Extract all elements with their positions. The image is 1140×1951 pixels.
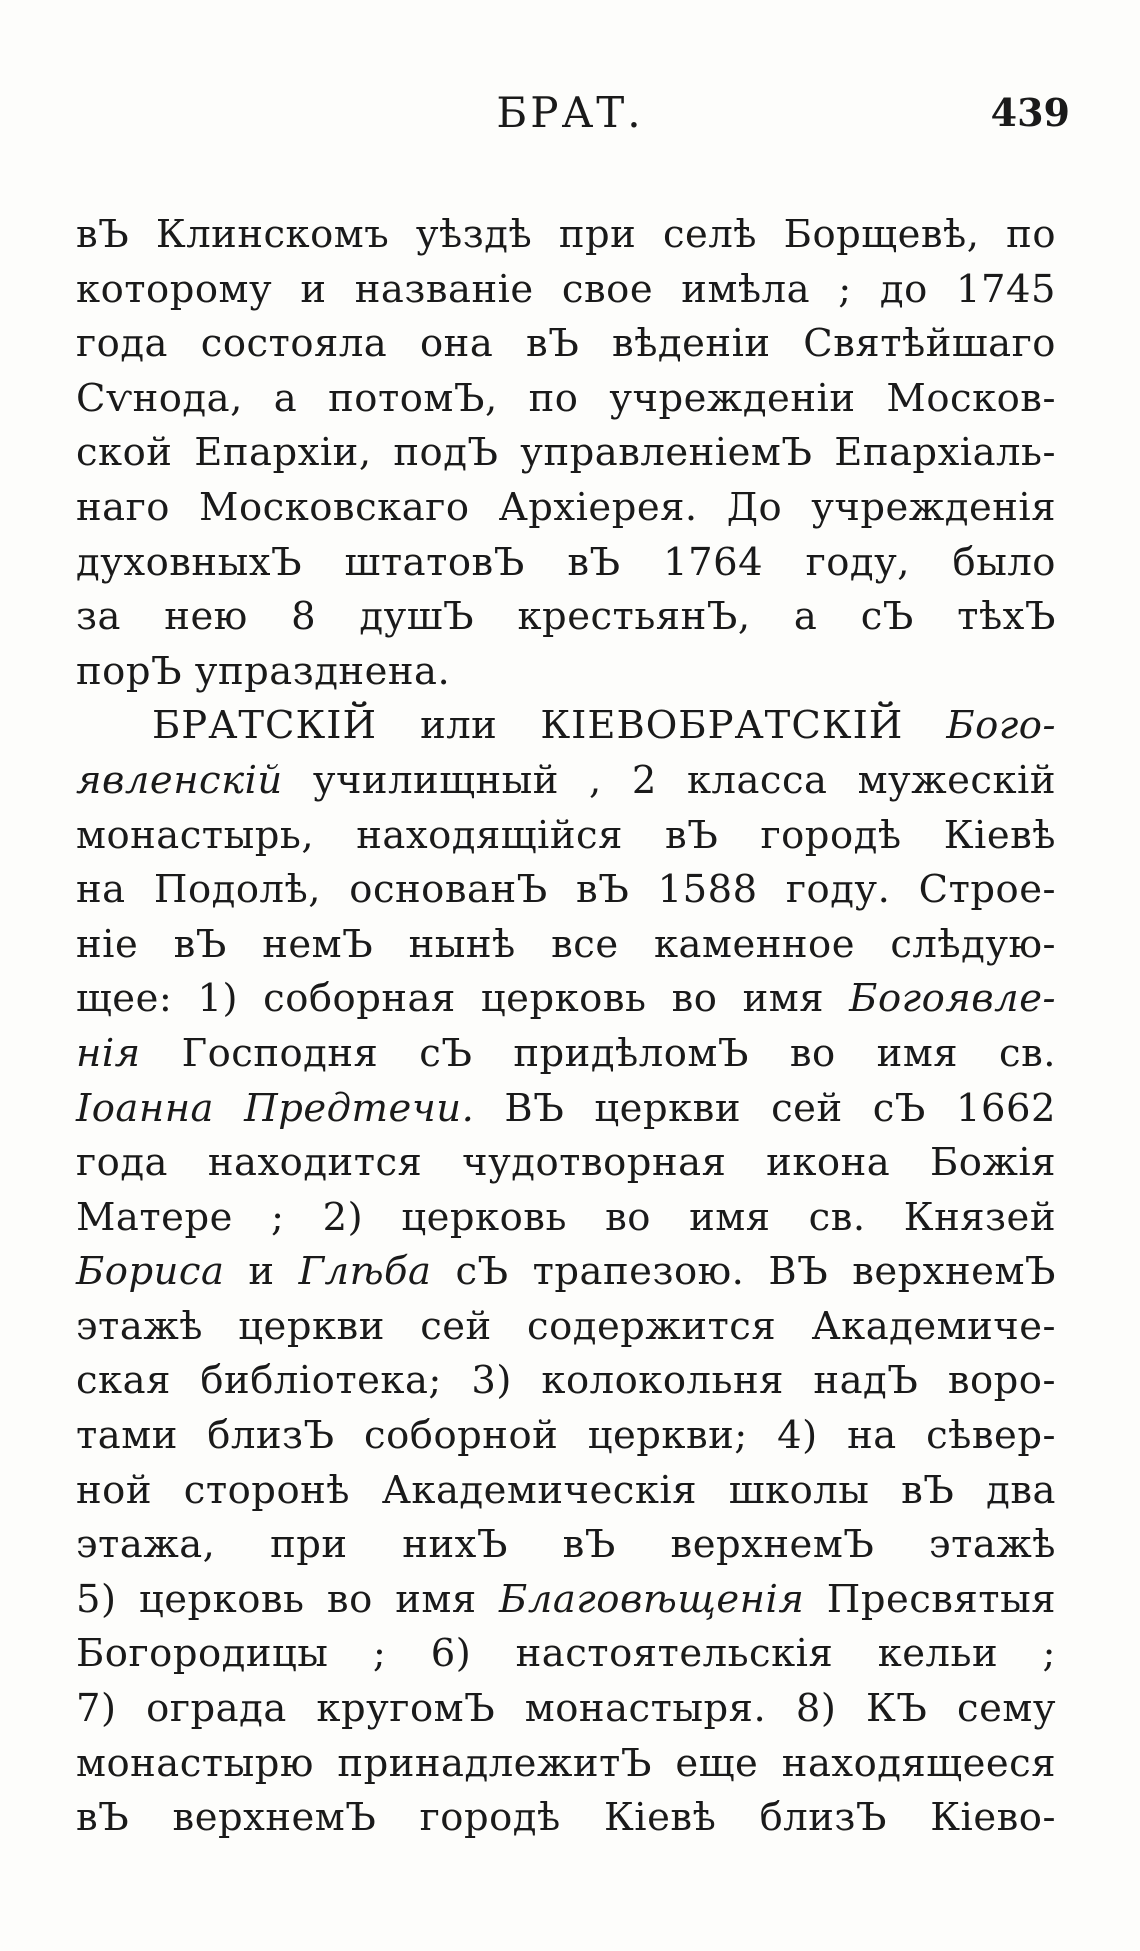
text-line xyxy=(76,1300,1056,1355)
text-line xyxy=(76,863,1056,918)
italic-text: Бориса xyxy=(76,1249,225,1295)
text-segment: КІЕВОБРАТСКІЙ xyxy=(540,703,904,749)
page-header xyxy=(70,88,1070,148)
text-line xyxy=(76,1464,1056,1519)
text-line xyxy=(76,372,1056,427)
text-line xyxy=(76,809,1056,864)
text-line xyxy=(76,645,1056,700)
text-segment: духовныхЪ штатовЪ вЪ 1764 году, было xyxy=(76,539,1056,585)
text-segment: ская библіотека; 3) колокольня надЪ воро- xyxy=(76,1358,1056,1404)
text-line xyxy=(76,1518,1056,1573)
text-line xyxy=(76,972,1056,1027)
italic-text: Іоанна Предтечи. xyxy=(76,1085,475,1131)
text-segment: которому и названіе свое имѣла ; до 1745 xyxy=(76,266,1056,312)
text-segment: БРАТСКІЙ xyxy=(152,703,378,749)
text-segment: Сѵнода, а потомЪ, по учрежденіи Москов- xyxy=(76,375,1056,421)
text-segment: этажѣ церкви сей содержится Академиче- xyxy=(76,1303,1056,1349)
text-line xyxy=(76,1682,1056,1737)
text-segment: Пресвятыя xyxy=(804,1576,1056,1622)
italic-text: Глѣба xyxy=(298,1249,432,1295)
text-line xyxy=(76,1409,1056,1464)
page-number: 439 xyxy=(990,90,1070,135)
text-segment: на Подолѣ, основанЪ вЪ 1588 году. Строе- xyxy=(76,867,1056,913)
italic-text: Благовѣщенія xyxy=(499,1576,805,1622)
text-segment: ской Епархіи, подЪ управленіемЪ Епархіаль- xyxy=(76,430,1056,476)
text-segment: Матере ; 2) церковь во имя св. Князей xyxy=(76,1194,1056,1240)
text-line xyxy=(76,918,1056,973)
text-segment: монастырю принадлежитЪ еще находящееся xyxy=(76,1740,1056,1786)
text-segment: года состояла она вЪ вѣденіи Святѣйшаго xyxy=(76,321,1056,367)
text-line xyxy=(76,1354,1056,1409)
text-line xyxy=(76,1245,1056,1300)
text-line xyxy=(76,208,1056,263)
text-line xyxy=(76,1737,1056,1792)
text-segment: 7) ограда кругомЪ монастыря. 8) КЪ сему xyxy=(76,1686,1056,1732)
text-segment: или xyxy=(377,703,541,749)
text-line xyxy=(76,263,1056,318)
text-segment: ной сторонѣ Академическія школы вЪ два xyxy=(76,1467,1056,1513)
text-segment: ВЪ церкви сей сЪ 1662 xyxy=(474,1085,1056,1131)
text-segment: Господня сЪ придѣломЪ во имя св. xyxy=(140,1030,1056,1076)
text-segment: Богородицы ; 6) настоятельскія кельи ; xyxy=(76,1631,1056,1677)
text-segment: 5) церковь во имя xyxy=(76,1576,500,1622)
text-segment: этажа, при нихЪ вЪ верхнемЪ этажѣ xyxy=(76,1522,1056,1568)
text-line xyxy=(76,426,1056,481)
text-segment: за нею 8 душЪ крестьянЪ, а сЪ тѣхЪ xyxy=(76,594,1056,640)
text-line xyxy=(76,1136,1056,1191)
italic-text: нія xyxy=(76,1030,141,1076)
text-line xyxy=(76,1627,1056,1682)
italic-text: явленскій xyxy=(76,757,283,803)
text-segment: порЪ упразднена. xyxy=(76,648,451,694)
text-segment: и xyxy=(224,1249,299,1295)
text-segment: наго Московскаго Архіерея. До учрежденія xyxy=(76,484,1056,530)
text-line xyxy=(76,1191,1056,1246)
text-line xyxy=(76,754,1056,809)
text-segment: вЪ Клинскомъ уѣздѣ при селѣ Борщевѣ, по xyxy=(76,212,1056,257)
text-line xyxy=(76,590,1056,645)
italic-text: Бого- xyxy=(903,703,1056,749)
body-text xyxy=(76,208,1056,1846)
running-head: БРАТ. xyxy=(496,88,644,137)
text-segment: тами близЪ соборной церкви; 4) на сѣвер- xyxy=(76,1413,1056,1459)
text-segment: ніе вЪ немЪ нынѣ все каменное слѣдую- xyxy=(76,921,1056,967)
text-line xyxy=(76,699,1056,754)
text-line xyxy=(76,536,1056,591)
text-segment: училищный , 2 класса мужескій xyxy=(282,757,1056,803)
text-line xyxy=(76,317,1056,372)
text-line xyxy=(76,1082,1056,1137)
italic-text: Богоявле- xyxy=(849,976,1056,1022)
text-line xyxy=(76,481,1056,536)
text-segment: сЪ трапезою. ВЪ верхнемЪ xyxy=(431,1249,1056,1295)
text-line xyxy=(76,1573,1056,1628)
text-segment: года находится чудотворная икона Божія xyxy=(76,1140,1056,1186)
text-segment: щее: 1) соборная церковь во имя xyxy=(76,976,850,1022)
text-line xyxy=(76,1027,1056,1082)
text-line xyxy=(76,1791,1056,1846)
text-segment: монастырь, находящійся вЪ городѣ Кіевѣ xyxy=(76,812,1056,858)
text-segment: вЪ верхнемЪ городѣ Кіевѣ близЪ Кіево- xyxy=(76,1795,1056,1841)
